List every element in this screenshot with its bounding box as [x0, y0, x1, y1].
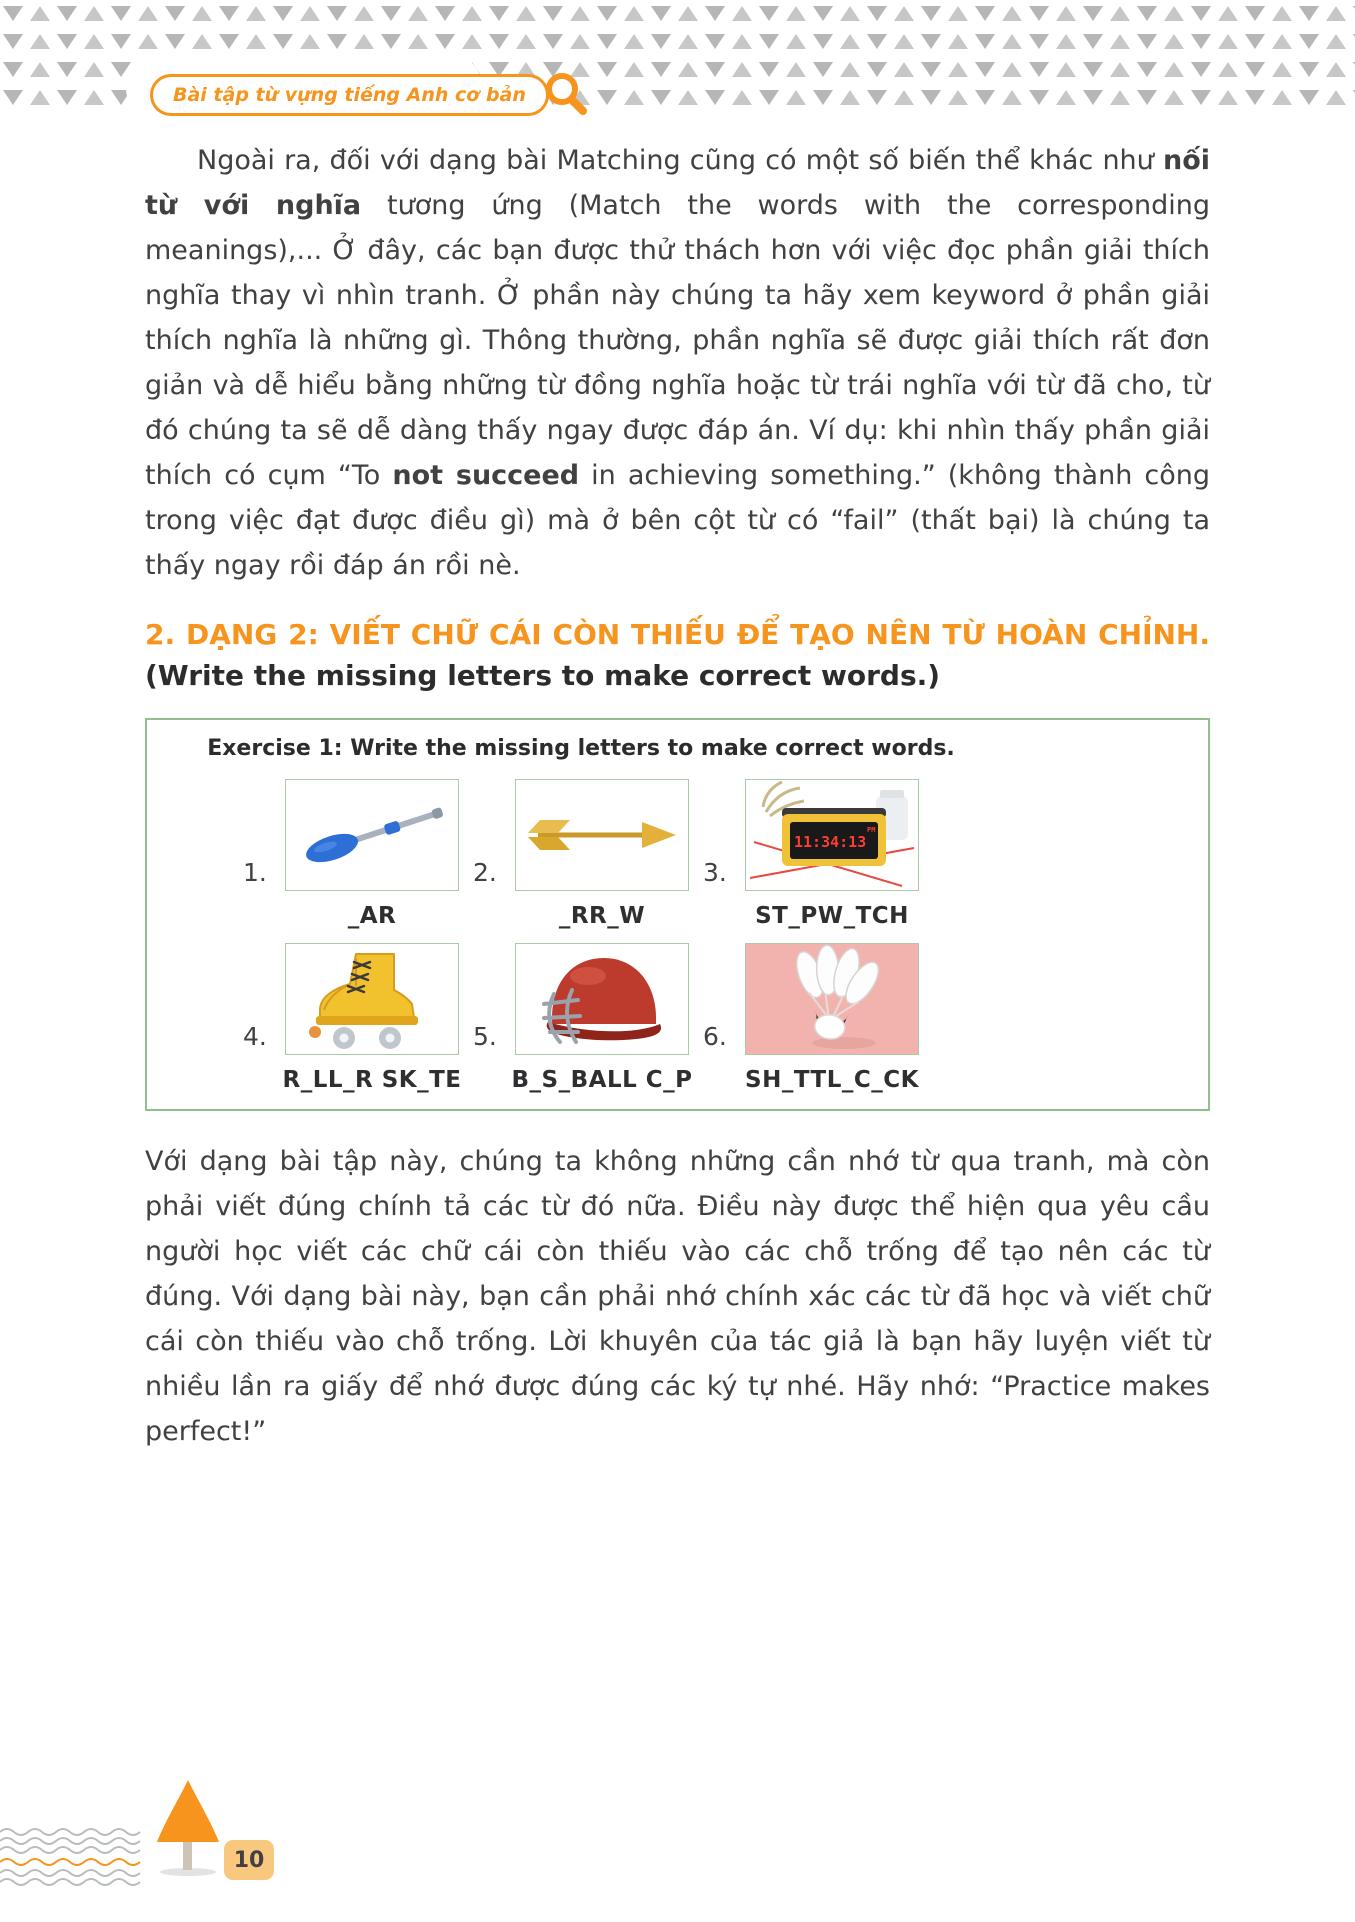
item-number: 3.: [703, 858, 727, 887]
item-number: 4.: [243, 1022, 267, 1051]
page-number-badge: [224, 1840, 274, 1880]
exercise-item: [473, 943, 693, 1093]
intro-paragraph: [145, 138, 1210, 588]
intro-bold-phrase: not succeed: [392, 460, 580, 491]
item-number: 1.: [243, 858, 267, 887]
stopwatch-image: [746, 780, 918, 890]
stopwatch-display: 11:34:13: [794, 833, 867, 851]
intro-text: tương ứng (Match the words with the corresponding meanings),... Ở đây, các bạn được thử thách hơn với việc đọc phần giải thích nghĩa thay vì nhìn tranh. Ở phần này chúng ta hãy xem keyword ở phần giải thích nghĩa là những gì. Thông thường, phần nghĩa sẽ được giải thích rất đơn giản và dễ hiểu bằng những từ đồng nghĩa hoặc từ trái nghĩa với từ đã cho, từ đó chúng ta sẽ dễ dàng thấy ngay được đáp án. Ví dụ: khi nhìn thấy phần giải thích có cụm “To: [145, 190, 1211, 491]
baseball-helmet-image: [516, 944, 688, 1054]
item-number: 5.: [473, 1022, 497, 1051]
magnifier-icon: [541, 70, 595, 124]
intro-text: in achieving something.” (không thành công trong việc đạt được điều gì) mà ở bên cột từ có “fail” (thất bại) là chúng ta thấy ngay rồi đáp án rồi nè.: [145, 460, 1210, 581]
item-image-box: [515, 779, 689, 891]
section-heading-english: (Write the missing letters to make correct words.): [145, 659, 941, 692]
item-answer: R_LL_R SK_TE: [282, 1067, 462, 1093]
stopwatch-ampm: PM: [867, 826, 876, 834]
exercise-title: Exercise 1: Write the missing letters to make correct words.: [207, 736, 955, 761]
section-heading-vietnamese: 2. DẠNG 2: VIẾT CHỮ CÁI CÒN THIẾU ĐỂ TẠO NÊN TỪ HOÀN CHỈNH.: [145, 618, 1210, 651]
intro-bold-phrase: nối từ với nghĩa: [145, 145, 1210, 221]
item-image-box: [745, 779, 919, 891]
item-answer: SH_TTL_C_CK: [745, 1067, 919, 1093]
page-content: [145, 138, 1210, 1454]
section-heading: [145, 614, 1210, 696]
exercise-inner: [207, 736, 955, 1093]
roller-skate-image: [286, 944, 458, 1054]
intro-text: Ngoài ra, đối với dạng bài Matching cũng có một số biến thể khác như: [197, 145, 1163, 176]
item-answer: _AR: [347, 903, 397, 929]
series-title: Bài tập từ vựng tiếng Anh cơ bản: [173, 84, 526, 106]
oar-image: [286, 780, 458, 890]
page-number: 10: [233, 1847, 265, 1873]
item-answer: B_S_BALL C_P: [511, 1067, 693, 1093]
exercise-item: [243, 943, 462, 1093]
exercise-item: [703, 779, 919, 929]
exercise-item: [703, 943, 919, 1093]
item-number: 2.: [473, 858, 497, 887]
item-image-box: [745, 943, 919, 1055]
shuttlecock-image: [746, 944, 918, 1054]
header-badge: [150, 66, 595, 124]
item-image-box: [285, 943, 459, 1055]
item-answer: ST_PW_TCH: [755, 903, 909, 929]
item-image-box: [515, 943, 689, 1055]
tree-icon: [152, 1778, 224, 1878]
exercise-grid: [243, 779, 919, 1093]
item-image-box: [285, 779, 459, 891]
item-answer: _RR_W: [558, 903, 646, 929]
wavy-lines-decoration: [0, 1826, 160, 1888]
exercise-item: [473, 779, 689, 929]
arrow-image: [516, 780, 688, 890]
item-number: 6.: [703, 1022, 727, 1051]
closing-paragraph: Với dạng bài tập này, chúng ta không những cần nhớ từ qua tranh, mà còn phải viết đúng chính tả các từ đó nữa. Điều này được thể hiện qua yêu cầu người học viết các chữ cái còn thiếu vào các chỗ trống để tạo nên các từ đúng. Với dạng bài này, bạn cần phải nhớ chính xác các từ đã học và viết chữ cái còn thiếu vào chỗ trống. Lời khuyên của tác giả là bạn hãy luyện viết từ nhiều lần ra giấy để nhớ được đúng các ký tự nhé. Hãy nhớ: “Practice makes perfect!”: [145, 1146, 1210, 1447]
exercise-item: [243, 779, 459, 929]
series-title-pill: [150, 74, 549, 116]
exercise-box: [145, 718, 1210, 1111]
